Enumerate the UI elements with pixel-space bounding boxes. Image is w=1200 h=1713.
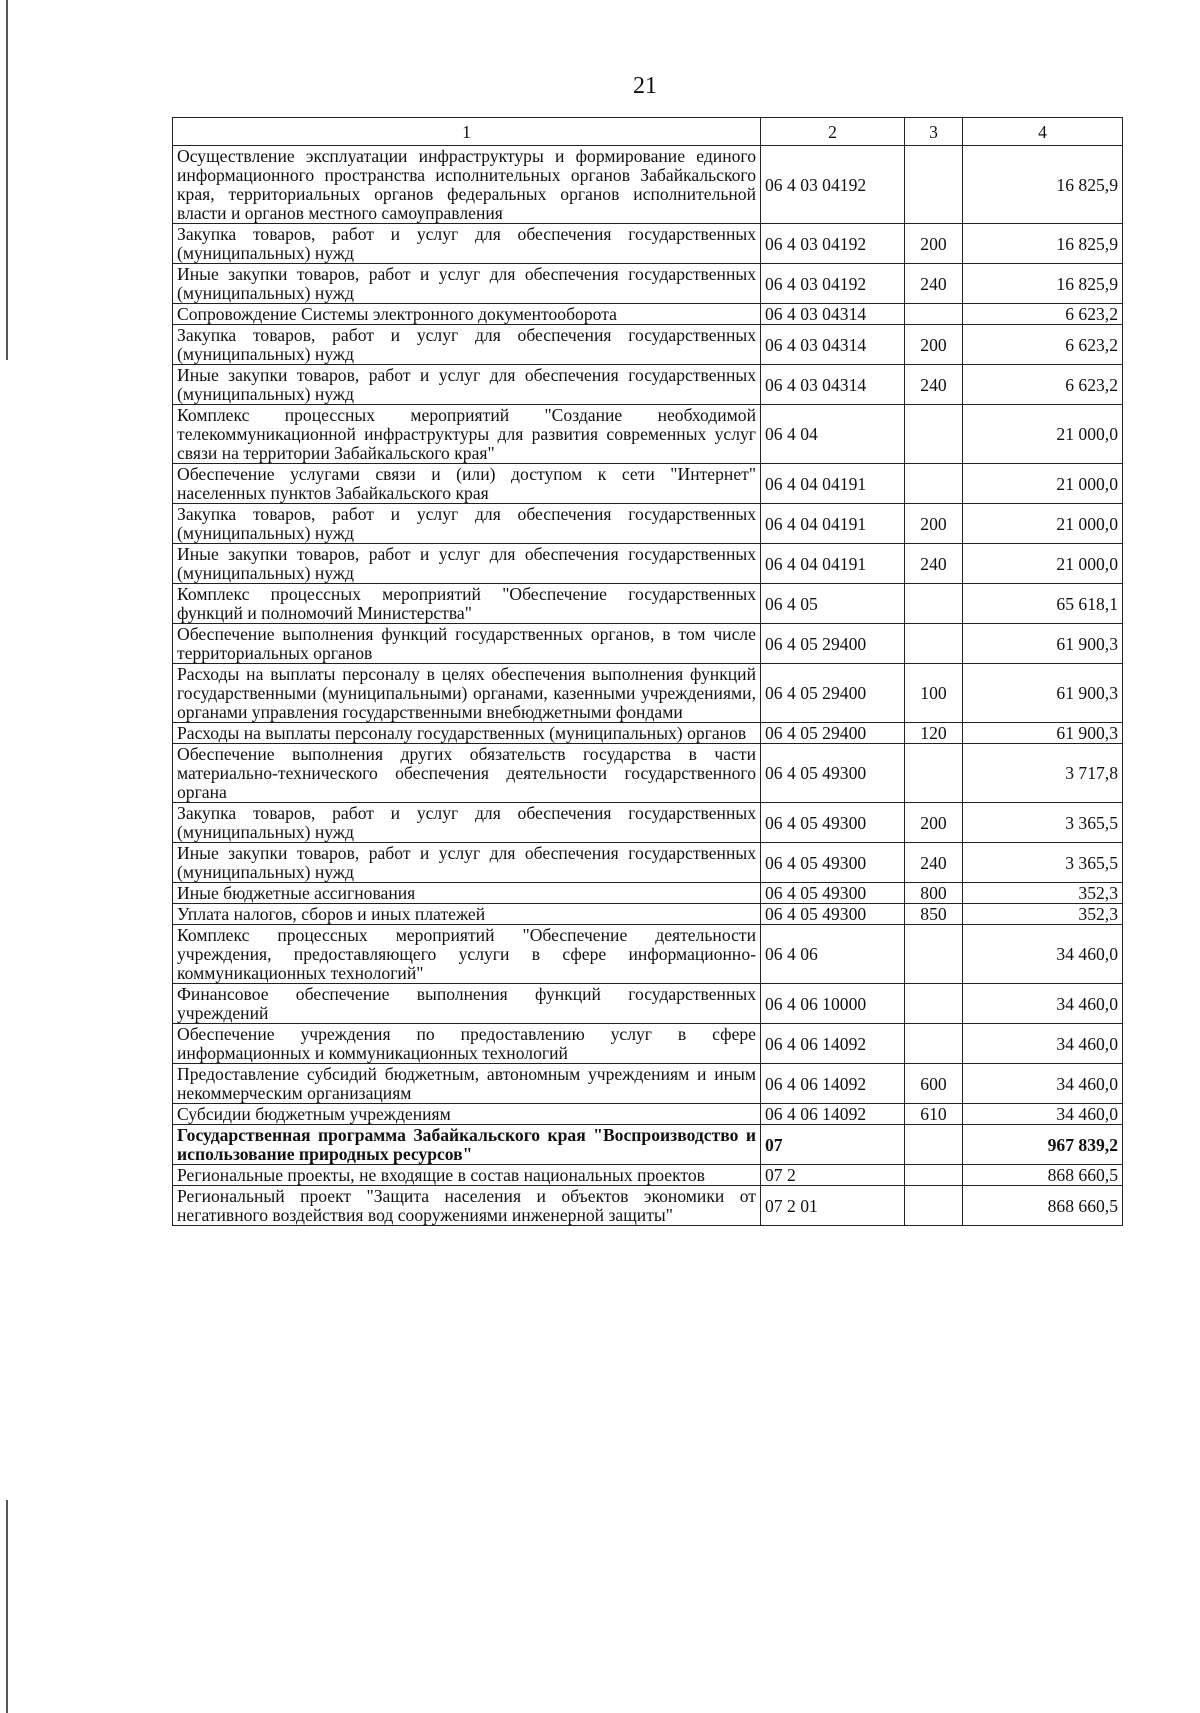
- table-row: [173, 1165, 1123, 1186]
- row-name-cell: Сопровождение Системы электронного документооборота: [173, 304, 761, 325]
- row-code-cell: 07: [761, 1125, 905, 1165]
- row-sum-cell: 34 460,0: [963, 1024, 1123, 1064]
- table-row: [173, 904, 1123, 925]
- row-code-cell: 06 4 04: [761, 405, 905, 464]
- row-sum-cell: 21 000,0: [963, 405, 1123, 464]
- row-code-cell: 06 4 05 49300: [761, 904, 905, 925]
- table-row: [173, 723, 1123, 744]
- row-name-cell: Обеспечение услугами связи и (или) доступом к сети "Интернет" населенных пунктов Забайкальского края: [173, 464, 761, 504]
- row-kvr-cell: [905, 624, 963, 664]
- row-name-cell: Комплекс процессных мероприятий "Обеспечение деятельности учреждения, предоставляющего услуги в сфере информационно-коммуникационных технологий": [173, 925, 761, 984]
- row-code-cell: 06 4 03 04314: [761, 325, 905, 365]
- row-sum-cell: 352,3: [963, 904, 1123, 925]
- row-name-cell: Комплекс процессных мероприятий "Создание необходимой телекоммуникационной инфраструктуры для развития современных услуг связи на территории Забайкальского края": [173, 405, 761, 464]
- row-code-cell: 06 4 06 14092: [761, 1024, 905, 1064]
- row-kvr-cell: 200: [905, 504, 963, 544]
- row-name-cell: Государственная программа Забайкальского края "Воспроизводство и использование природных ресурсов": [173, 1125, 761, 1165]
- scan-edge: [6, 0, 8, 360]
- row-kvr-cell: 200: [905, 803, 963, 843]
- row-name-cell: Комплекс процессных мероприятий "Обеспечение государственных функций и полномочий Министерства": [173, 584, 761, 624]
- table-row: [173, 264, 1123, 304]
- row-name-cell: Расходы на выплаты персоналу в целях обеспечения выполнения функций государственными (муниципальными) органами, казенными учреждениями, органами управления государственными внебюджетными фондами: [173, 664, 761, 723]
- row-sum-cell: 6 623,2: [963, 325, 1123, 365]
- table-row: [173, 1125, 1123, 1165]
- row-kvr-cell: [905, 304, 963, 325]
- row-name-cell: Расходы на выплаты персоналу государственных (муниципальных) органов: [173, 723, 761, 744]
- row-code-cell: 06 4 03 04192: [761, 224, 905, 264]
- row-kvr-cell: 100: [905, 664, 963, 723]
- table-row: [173, 843, 1123, 883]
- row-code-cell: 06 4 05 29400: [761, 723, 905, 744]
- row-name-cell: Субсидии бюджетным учреждениям: [173, 1104, 761, 1125]
- scan-edge: [6, 1500, 8, 1713]
- table-row: [173, 803, 1123, 843]
- row-sum-cell: 967 839,2: [963, 1125, 1123, 1165]
- row-name-cell: Предоставление субсидий бюджетным, автономным учреждениям и иным некоммерческим организациям: [173, 1064, 761, 1104]
- row-sum-cell: 61 900,3: [963, 723, 1123, 744]
- table-row: [173, 146, 1123, 224]
- row-name-cell: Иные закупки товаров, работ и услуг для обеспечения государственных (муниципальных) нужд: [173, 843, 761, 883]
- row-name-cell: Закупка товаров, работ и услуг для обеспечения государственных (муниципальных) нужд: [173, 504, 761, 544]
- table-row: [173, 544, 1123, 584]
- row-code-cell: 06 4 05: [761, 584, 905, 624]
- row-sum-cell: 868 660,5: [963, 1165, 1123, 1186]
- row-sum-cell: 21 000,0: [963, 464, 1123, 504]
- row-sum-cell: 16 825,9: [963, 224, 1123, 264]
- row-name-cell: Обеспечение выполнения функций государственных органов, в том числе территориальных органов: [173, 624, 761, 664]
- row-name-cell: Иные закупки товаров, работ и услуг для обеспечения государственных (муниципальных) нужд: [173, 365, 761, 405]
- row-name-cell: Обеспечение учреждения по предоставлению услуг в сфере информационных и коммуникационных технологий: [173, 1024, 761, 1064]
- row-kvr-cell: 610: [905, 1104, 963, 1125]
- row-sum-cell: 61 900,3: [963, 624, 1123, 664]
- row-code-cell: 06 4 06 10000: [761, 984, 905, 1024]
- row-name-cell: Финансовое обеспечение выполнения функций государственных учреждений: [173, 984, 761, 1024]
- row-code-cell: 06 4 05 49300: [761, 843, 905, 883]
- row-name-cell: Региональный проект "Защита населения и объектов экономики от негативного воздействия вод сооружениями инженерной защиты": [173, 1186, 761, 1226]
- row-sum-cell: 34 460,0: [963, 984, 1123, 1024]
- table-row: [173, 405, 1123, 464]
- row-code-cell: 06 4 06 14092: [761, 1064, 905, 1104]
- row-kvr-cell: 600: [905, 1064, 963, 1104]
- row-kvr-cell: 240: [905, 843, 963, 883]
- table-body: [173, 118, 1123, 1226]
- row-sum-cell: 3 365,5: [963, 803, 1123, 843]
- row-name-cell: Осуществление эксплуатации инфраструктуры и формирование единого информационного пространства исполнительных органов Забайкальского края, территориальных органов федеральных органов исполнительной власти и органов местного самоуправления: [173, 146, 761, 224]
- row-name-cell: Иные закупки товаров, работ и услуг для обеспечения государственных (муниципальных) нужд: [173, 264, 761, 304]
- row-sum-cell: 16 825,9: [963, 146, 1123, 224]
- table-row: [173, 664, 1123, 723]
- table-row: [173, 984, 1123, 1024]
- row-sum-cell: 868 660,5: [963, 1186, 1123, 1226]
- row-kvr-cell: [905, 744, 963, 803]
- row-kvr-cell: [905, 146, 963, 224]
- row-code-cell: 06 4 04 04191: [761, 544, 905, 584]
- table-row: [173, 325, 1123, 365]
- row-kvr-cell: 240: [905, 365, 963, 405]
- row-kvr-cell: [905, 1165, 963, 1186]
- row-code-cell: 06 4 04 04191: [761, 504, 905, 544]
- row-kvr-cell: 800: [905, 883, 963, 904]
- row-name-cell: Закупка товаров, работ и услуг для обеспечения государственных (муниципальных) нужд: [173, 224, 761, 264]
- table-row: [173, 304, 1123, 325]
- row-name-cell: Уплата налогов, сборов и иных платежей: [173, 904, 761, 925]
- row-kvr-cell: 120: [905, 723, 963, 744]
- row-code-cell: 06 4 05 49300: [761, 744, 905, 803]
- row-kvr-cell: [905, 1024, 963, 1064]
- row-kvr-cell: [905, 1125, 963, 1165]
- row-code-cell: 06 4 03 04314: [761, 365, 905, 405]
- row-sum-cell: 16 825,9: [963, 264, 1123, 304]
- row-name-cell: Иные закупки товаров, работ и услуг для обеспечения государственных (муниципальных) нужд: [173, 544, 761, 584]
- table-row: [173, 1186, 1123, 1226]
- table-row: [173, 744, 1123, 803]
- row-code-cell: 06 4 03 04192: [761, 146, 905, 224]
- table-row: [173, 464, 1123, 504]
- row-sum-cell: 34 460,0: [963, 1064, 1123, 1104]
- row-kvr-cell: [905, 1186, 963, 1226]
- row-code-cell: 06 4 03 04192: [761, 264, 905, 304]
- table-header-row: [173, 118, 1123, 146]
- row-code-cell: 06 4 06 14092: [761, 1104, 905, 1125]
- table-row: [173, 224, 1123, 264]
- row-sum-cell: 65 618,1: [963, 584, 1123, 624]
- row-kvr-cell: 240: [905, 544, 963, 584]
- table-row: [173, 1024, 1123, 1064]
- row-kvr-cell: 200: [905, 224, 963, 264]
- row-sum-cell: 3 717,8: [963, 744, 1123, 803]
- row-kvr-cell: [905, 405, 963, 464]
- column-header-sum: 4: [963, 118, 1123, 146]
- row-name-cell: Иные бюджетные ассигнования: [173, 883, 761, 904]
- row-kvr-cell: [905, 984, 963, 1024]
- row-sum-cell: 21 000,0: [963, 504, 1123, 544]
- row-sum-cell: 61 900,3: [963, 664, 1123, 723]
- row-code-cell: 06 4 05 29400: [761, 664, 905, 723]
- column-header-code: 2: [761, 118, 905, 146]
- column-header-name: 1: [173, 118, 761, 146]
- row-code-cell: 06 4 05 49300: [761, 803, 905, 843]
- row-kvr-cell: [905, 925, 963, 984]
- row-code-cell: 06 4 06: [761, 925, 905, 984]
- row-sum-cell: 6 623,2: [963, 365, 1123, 405]
- page-number: 21: [633, 73, 657, 99]
- row-code-cell: 06 4 03 04314: [761, 304, 905, 325]
- row-kvr-cell: [905, 464, 963, 504]
- table-row: [173, 883, 1123, 904]
- row-code-cell: 07 2: [761, 1165, 905, 1186]
- row-sum-cell: 21 000,0: [963, 544, 1123, 584]
- row-code-cell: 06 4 05 49300: [761, 883, 905, 904]
- table-row: [173, 584, 1123, 624]
- row-kvr-cell: 200: [905, 325, 963, 365]
- table-row: [173, 925, 1123, 984]
- table-row: [173, 504, 1123, 544]
- row-code-cell: 07 2 01: [761, 1186, 905, 1226]
- row-name-cell: Закупка товаров, работ и услуг для обеспечения государственных (муниципальных) нужд: [173, 325, 761, 365]
- table-row: [173, 1104, 1123, 1125]
- row-kvr-cell: 240: [905, 264, 963, 304]
- row-sum-cell: 6 623,2: [963, 304, 1123, 325]
- row-code-cell: 06 4 04 04191: [761, 464, 905, 504]
- row-sum-cell: 352,3: [963, 883, 1123, 904]
- row-code-cell: 06 4 05 29400: [761, 624, 905, 664]
- row-sum-cell: 34 460,0: [963, 1104, 1123, 1125]
- table-row: [173, 1064, 1123, 1104]
- row-kvr-cell: [905, 584, 963, 624]
- table-row: [173, 624, 1123, 664]
- budget-table: [172, 117, 1123, 1226]
- column-header-kvr: 3: [905, 118, 963, 146]
- row-sum-cell: 34 460,0: [963, 925, 1123, 984]
- row-name-cell: Закупка товаров, работ и услуг для обеспечения государственных (муниципальных) нужд: [173, 803, 761, 843]
- row-kvr-cell: 850: [905, 904, 963, 925]
- row-name-cell: Региональные проекты, не входящие в состав национальных проектов: [173, 1165, 761, 1186]
- table-row: [173, 365, 1123, 405]
- row-name-cell: Обеспечение выполнения других обязательств государства в части материально-технического обеспечения деятельности государственного органа: [173, 744, 761, 803]
- row-sum-cell: 3 365,5: [963, 843, 1123, 883]
